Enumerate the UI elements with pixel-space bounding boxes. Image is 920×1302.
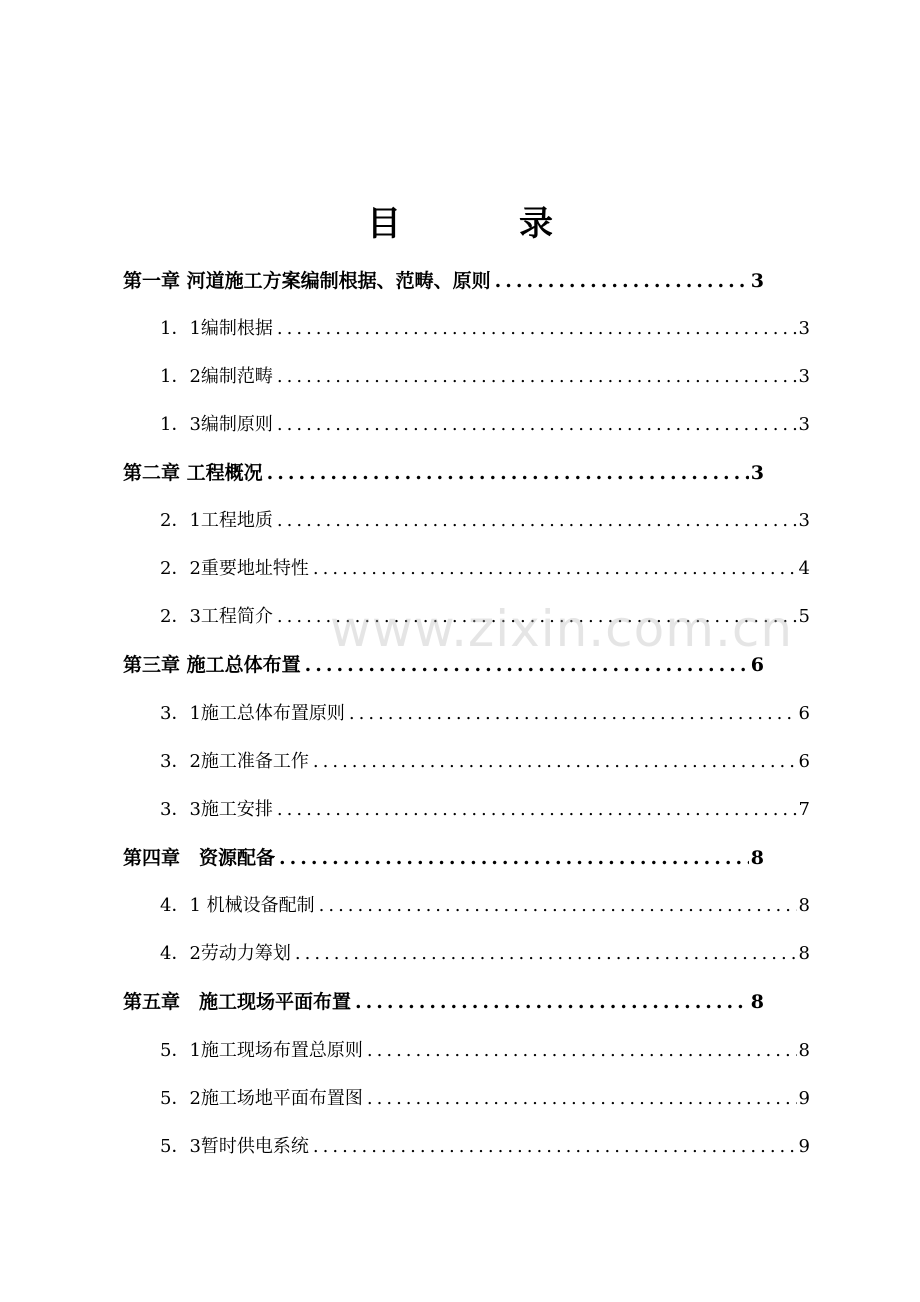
toc-entry-text: 5．3暂时供电系统 — [160, 1136, 309, 1157]
toc-entry-chapter-1[interactable] — [123, 266, 764, 296]
toc-entry-text: 1．3编制原则 — [160, 414, 273, 435]
toc-entry-section-5-2[interactable] — [160, 1084, 810, 1114]
toc-entry-text: 4．1 机械设备配制 — [160, 895, 315, 916]
toc-leader-dots — [291, 939, 797, 969]
toc-entry-section-3-2[interactable] — [160, 747, 810, 777]
toc-entry-chapter-5[interactable] — [123, 987, 764, 1017]
toc-leader-dots — [363, 1084, 797, 1114]
toc-leader-dots — [273, 314, 797, 344]
toc-entry-section-2-1[interactable] — [160, 506, 810, 536]
toc-leader-dots — [273, 410, 797, 440]
toc-entry-text: 第五章 施工现场平面布置 — [123, 991, 352, 1013]
toc-page-number: 3 — [750, 462, 764, 484]
toc-entry-text: 3．2施工准备工作 — [160, 751, 309, 772]
toc-page-number: 3 — [750, 270, 764, 292]
toc-page-number: 6 — [750, 654, 764, 676]
toc-entry-section-5-3[interactable] — [160, 1132, 810, 1162]
toc-page-number: 8 — [798, 895, 810, 916]
toc-page-number: 9 — [798, 1088, 810, 1109]
toc-page-number: 3 — [798, 366, 810, 387]
toc-page-number: 8 — [750, 991, 764, 1013]
toc-entry-section-4-1[interactable] — [160, 891, 810, 921]
toc-leader-dots — [273, 362, 797, 392]
toc-leader-dots — [315, 891, 797, 921]
toc-page-number: 8 — [798, 943, 810, 964]
toc-leader-dots — [273, 795, 797, 825]
toc-leader-dots — [273, 506, 797, 536]
toc-page-number: 7 — [798, 799, 810, 820]
toc-title: 目 录 — [367, 204, 595, 244]
toc-entry-text: 第四章 资源配备 — [123, 847, 276, 869]
toc-page-number: 4 — [798, 558, 810, 579]
toc-page-number: 3 — [798, 318, 810, 339]
toc-page-number: 3 — [798, 414, 810, 435]
toc-entry-text: 2．3工程简介 — [160, 606, 273, 627]
toc-entry-section-3-1[interactable] — [160, 699, 810, 729]
toc-leader-dots — [275, 843, 749, 873]
toc-entry-text: 3．3施工安排 — [160, 799, 273, 820]
toc-leader-dots — [309, 1132, 797, 1162]
toc-entry-section-1-1[interactable] — [160, 314, 810, 344]
toc-entry-text: 1．2编制范畴 — [160, 366, 273, 387]
toc-page-number: 8 — [750, 847, 764, 869]
toc-page-number: 6 — [798, 703, 810, 724]
toc-entry-section-1-3[interactable] — [160, 410, 810, 440]
toc-leader-dots — [351, 987, 749, 1017]
toc-entry-text: 5．2施工场地平面布置图 — [160, 1088, 363, 1109]
toc-page-number: 6 — [798, 751, 810, 772]
toc-entry-text: 第二章 工程概况 — [123, 462, 263, 484]
toc-leader-dots — [345, 699, 797, 729]
toc-leader-dots — [491, 266, 749, 296]
toc-leader-dots — [363, 1036, 797, 1066]
toc-entry-text: 1．1编制根据 — [160, 318, 273, 339]
toc-entry-text: 2．2重要地址特性 — [160, 558, 309, 579]
toc-entry-section-4-2[interactable] — [160, 939, 810, 969]
toc-entry-text: 2．1工程地质 — [160, 510, 273, 531]
toc-leader-dots — [263, 458, 749, 488]
toc-entry-section-2-2[interactable] — [160, 554, 810, 584]
toc-entry-section-5-1[interactable] — [160, 1036, 810, 1066]
toc-page-number: 3 — [798, 510, 810, 531]
toc-entry-text: 5．1施工现场布置总原则 — [160, 1040, 363, 1061]
toc-page-number: 9 — [798, 1136, 810, 1157]
toc-entry-section-3-3[interactable] — [160, 795, 810, 825]
toc-page-number: 8 — [798, 1040, 810, 1061]
toc-entry-section-1-2[interactable] — [160, 362, 810, 392]
watermark: www.zixin.com.cn — [330, 600, 794, 658]
toc-entry-text: 4．2劳动力筹划 — [160, 943, 291, 964]
toc-entry-text: 3．1施工总体布置原则 — [160, 703, 345, 724]
toc-entry-text: 第一章 河道施工方案编制根据、范畴、原则 — [123, 270, 491, 292]
toc-leader-dots — [309, 554, 797, 584]
toc-entry-chapter-4[interactable] — [123, 843, 764, 873]
toc-entry-chapter-2[interactable] — [123, 458, 764, 488]
toc-page-number: 5 — [798, 606, 810, 627]
toc-entry-text: 第三章 施工总体布置 — [123, 654, 301, 676]
toc-leader-dots — [309, 747, 797, 777]
